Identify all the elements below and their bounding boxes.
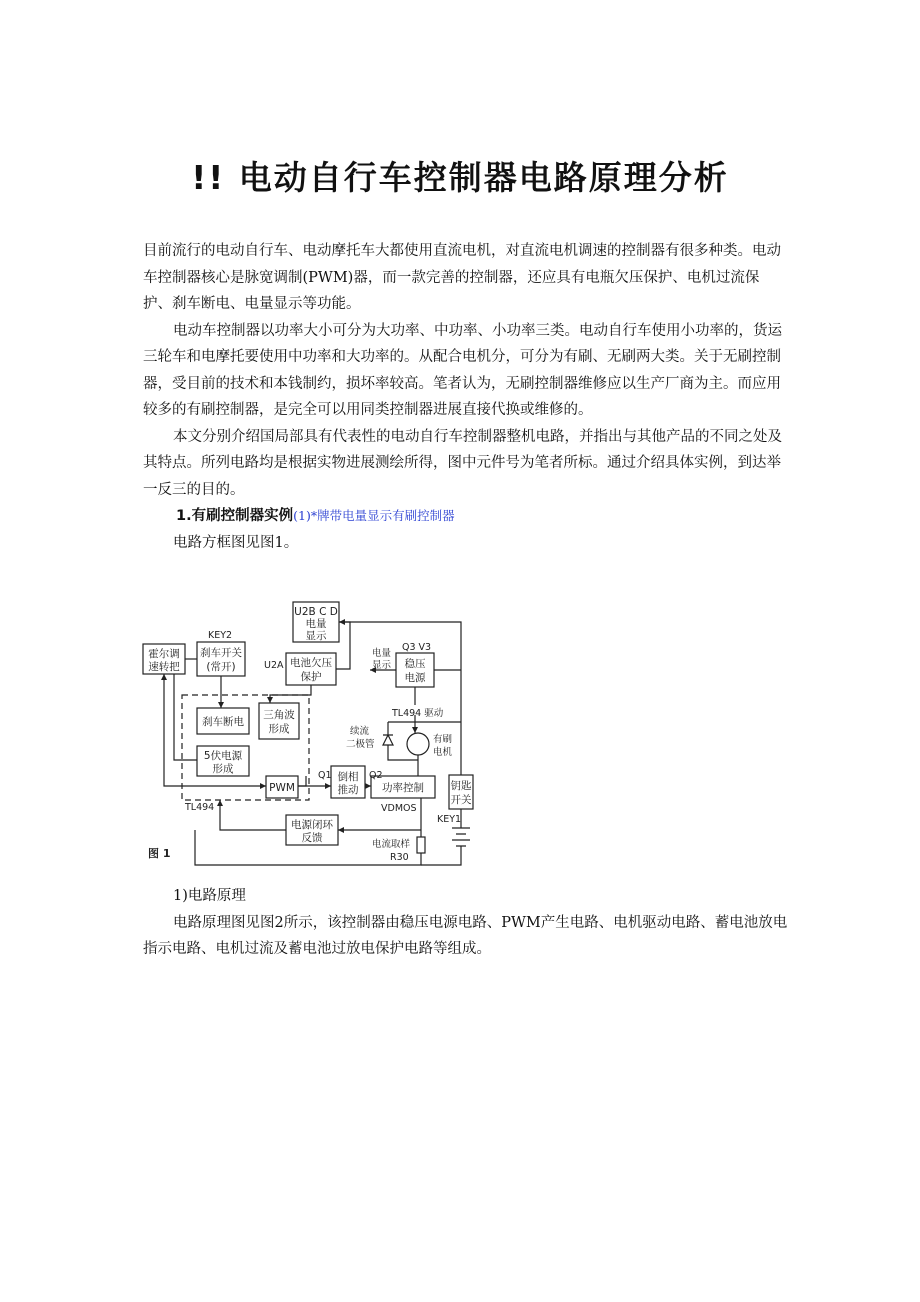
paragraph-intro: 目前流行的电动自行车、电动摩托车大都使用直流电机，对直流电机调速的控制器有很多种类。电动车控制器核心是脉宽调制(PWM)器，而一款完善的控制器，还应具有电瓶欠压保护、电机过流保护、刹车断电、电量显示等功能。 xyxy=(143,243,781,312)
battery-symbol xyxy=(452,828,470,846)
power-control-label: 功率控制 xyxy=(382,782,424,794)
svg-text:速转把: 速转把 xyxy=(148,661,180,673)
svg-text:(常开): (常开) xyxy=(206,661,236,673)
body-text xyxy=(143,238,788,556)
r30-label: R30 xyxy=(390,852,409,863)
figure-intro-text: 电路方框图见图1。 xyxy=(173,534,299,551)
diode-symbol xyxy=(383,735,393,745)
q1-label: Q1 xyxy=(318,770,332,781)
svg-text:保护: 保护 xyxy=(300,671,322,683)
figure-number-label: 图 1 xyxy=(148,847,171,860)
document-title: !! 电动自行车控制器电路原理分析 xyxy=(191,158,729,197)
five-volt-label: 5伏电源 xyxy=(203,750,243,762)
after-figure-text xyxy=(143,883,788,963)
section-heading xyxy=(143,503,788,530)
svg-text:推动: 推动 xyxy=(337,784,359,796)
loop-feedback-label: 电源闭环 xyxy=(291,819,333,831)
svg-text:反馈: 反馈 xyxy=(301,832,323,844)
current-sense-resistor xyxy=(417,837,425,853)
svg-text:电机: 电机 xyxy=(433,747,453,758)
svg-text:二极管: 二极管 xyxy=(346,739,375,750)
hall-label: 霍尔调 xyxy=(148,648,180,660)
invert-label: 倒相 xyxy=(337,771,359,783)
pwm-label: PWM xyxy=(269,782,295,794)
motor-symbol xyxy=(407,733,429,755)
key2-label: KEY2 xyxy=(208,630,233,641)
vdmos-label: VDMOS xyxy=(381,803,417,814)
svg-text:形成: 形成 xyxy=(268,723,290,735)
regulator-label: 稳压 xyxy=(404,658,426,670)
u2bcd-label: U2B C D xyxy=(294,606,338,618)
current-sample-label: 电流取样 xyxy=(372,839,411,850)
section-heading-link[interactable]: (1)*牌带电量显示有刷控制器 xyxy=(293,508,455,523)
brake-cut-label: 刹车断电 xyxy=(202,716,244,728)
diode-label: 续流 xyxy=(350,726,370,737)
section-heading-title: 1.有刷控制器实例 xyxy=(176,508,294,524)
block-diagram-svg xyxy=(140,600,480,870)
block-diagram-figure xyxy=(140,600,480,870)
motor-label: 有刷 xyxy=(433,734,453,745)
brake-switch-label: 刹车开关 xyxy=(200,647,242,659)
subsection-heading: 1)电路原理 xyxy=(173,888,246,904)
u2a-label: U2A xyxy=(264,660,284,671)
undervolt-label: 电池欠压 xyxy=(290,657,332,669)
svg-text:形成: 形成 xyxy=(212,763,234,775)
paragraph-classification: 电动车控制器以功率大小可分为大功率、中功率、小功率三类。电动自行车使用小功率的，货运三轮车和电摩托要使用中功率和大功率的。从配合电机分，可分为有刷、无刷两大类。关于无刷控制器，受目前的技术和本钱制约，损坏率较高。笔者认为，无刷控制器维修应以生产厂商为主。而应用较多的有刷控制器，是完全可以用同类控制器进展直接代换或维修的。 xyxy=(143,322,782,418)
tl494-label: TL494 xyxy=(185,802,215,813)
svg-text:显示: 显示 xyxy=(305,630,327,642)
triangle-label: 三角波 xyxy=(263,709,295,721)
svg-text:电量: 电量 xyxy=(305,618,327,630)
tl494-drive-label: TL494 驱动 xyxy=(392,708,444,719)
q2-label: Q2 xyxy=(369,770,383,781)
svg-text:开关: 开关 xyxy=(450,794,472,806)
q3v3-label: Q3 V3 xyxy=(402,642,432,653)
key-switch-label: 钥匙 xyxy=(450,780,472,792)
paragraph-overview: 本文分别介绍国局部具有代表性的电动自行车控制器整机电路，并指出与其他产品的不同之处及其特点。所列电路均是根据实物进展测绘所得，图中元件号为笔者所标。通过介绍具体实例，到达举一反三的目的。 xyxy=(143,428,782,498)
paragraph-circuit-principle: 电路原理图见图2所示，该控制器由稳压电源电路、PWM产生电路、电机驱动电路、蓄电池放电指示电路、电机过流及蓄电池过放电保护电路等组成。 xyxy=(143,914,788,957)
svg-text:电源: 电源 xyxy=(404,672,426,684)
display-label: 电量 xyxy=(372,648,392,659)
svg-text:显示: 显示 xyxy=(372,660,392,671)
key1-label: KEY1 xyxy=(437,814,462,825)
